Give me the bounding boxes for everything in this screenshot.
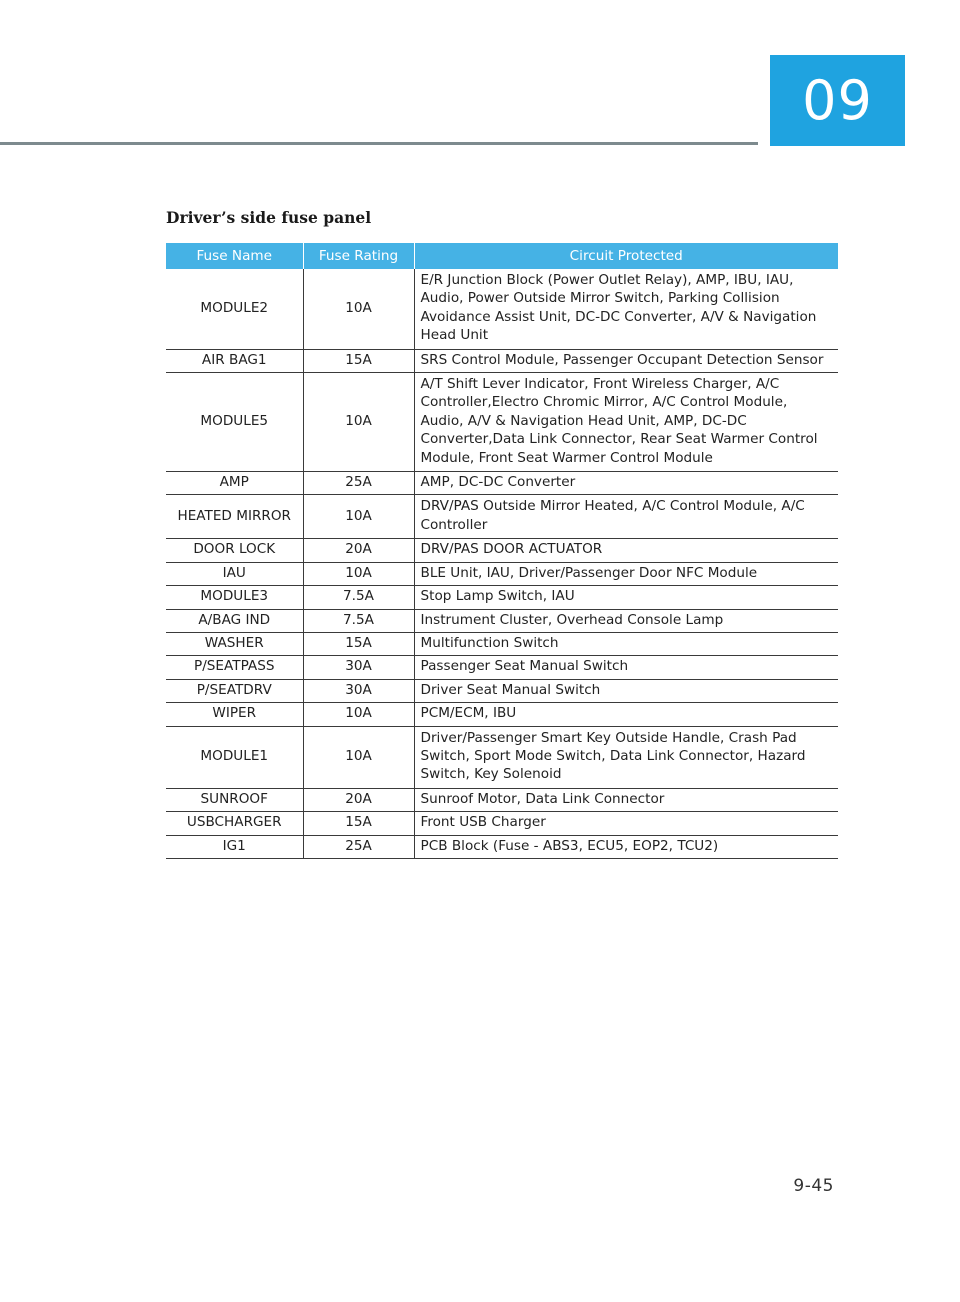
circuit-protected-cell: A/T Shift Lever Indicator, Front Wireless Charger, A/C Controller,Electro Chromic Mirror, A/C Control Module, Audio, A/V & Navigation Head Unit, AMP, DC-DC Converter,Data Link Connector, Rear Seat Warmer Control Module, Front Seat Warmer Control Module: [414, 373, 838, 472]
fuse-rating-cell: 25A: [303, 835, 414, 858]
table-row: [166, 373, 838, 472]
fuse-name-cell: IG1: [166, 835, 303, 858]
table-row: [166, 586, 838, 609]
table-row: [166, 349, 838, 372]
fuse-rating-cell: 15A: [303, 349, 414, 372]
section-title: Driver’s side fuse panel: [166, 208, 372, 227]
fuse-name-cell: AMP: [166, 472, 303, 495]
header-fuse-rating: Fuse Rating: [303, 243, 414, 269]
fuse-name-cell: MODULE1: [166, 726, 303, 788]
table-row: [166, 835, 838, 858]
header-fuse-name: Fuse Name: [166, 243, 303, 269]
table-row: [166, 269, 838, 349]
fuse-rating-cell: 30A: [303, 679, 414, 702]
fuse-rating-cell: 7.5A: [303, 586, 414, 609]
fuse-table: [166, 243, 838, 859]
fuse-table-header: [166, 243, 838, 269]
fuse-name-cell: WIPER: [166, 703, 303, 726]
table-row: [166, 812, 838, 835]
circuit-protected-cell: Sunroof Motor, Data Link Connector: [414, 788, 838, 811]
table-row: [166, 632, 838, 655]
table-row: [166, 656, 838, 679]
table-row: [166, 562, 838, 585]
circuit-protected-cell: Driver/Passenger Smart Key Outside Handle, Crash Pad Switch, Sport Mode Switch, Data Link Connector, Hazard Switch, Key Solenoid: [414, 726, 838, 788]
table-row: [166, 539, 838, 562]
table-row: [166, 495, 838, 539]
fuse-name-cell: SUNROOF: [166, 788, 303, 811]
fuse-name-cell: MODULE3: [166, 586, 303, 609]
fuse-rating-cell: 20A: [303, 788, 414, 811]
table-row: [166, 703, 838, 726]
fuse-rating-cell: 7.5A: [303, 609, 414, 632]
fuse-rating-cell: 10A: [303, 269, 414, 349]
circuit-protected-cell: E/R Junction Block (Power Outlet Relay), AMP, IBU, IAU, Audio, Power Outside Mirror Switch, Parking Collision Avoidance Assist Unit, DC-DC Converter, A/V & Navigation Head Unit: [414, 269, 838, 349]
circuit-protected-cell: PCB Block (Fuse - ABS3, ECU5, EOP2, TCU2): [414, 835, 838, 858]
header-rule: [0, 142, 758, 145]
fuse-rating-cell: 10A: [303, 726, 414, 788]
chapter-tab: [770, 55, 905, 146]
fuse-name-cell: HEATED MIRROR: [166, 495, 303, 539]
fuse-rating-cell: 10A: [303, 495, 414, 539]
circuit-protected-cell: PCM/ECM, IBU: [414, 703, 838, 726]
fuse-name-cell: DOOR LOCK: [166, 539, 303, 562]
table-row: [166, 788, 838, 811]
circuit-protected-cell: BLE Unit, IAU, Driver/Passenger Door NFC Module: [414, 562, 838, 585]
circuit-protected-cell: Instrument Cluster, Overhead Console Lamp: [414, 609, 838, 632]
fuse-table-body: [166, 269, 838, 858]
circuit-protected-cell: DRV/PAS Outside Mirror Heated, A/C Control Module, A/C Controller: [414, 495, 838, 539]
table-row: [166, 679, 838, 702]
fuse-rating-cell: 10A: [303, 562, 414, 585]
circuit-protected-cell: Front USB Charger: [414, 812, 838, 835]
circuit-protected-cell: SRS Control Module, Passenger Occupant Detection Sensor: [414, 349, 838, 372]
circuit-protected-cell: Stop Lamp Switch, IAU: [414, 586, 838, 609]
circuit-protected-cell: Multifunction Switch: [414, 632, 838, 655]
fuse-rating-cell: 30A: [303, 656, 414, 679]
page-number: 9-45: [793, 1176, 834, 1196]
fuse-rating-cell: 20A: [303, 539, 414, 562]
fuse-rating-cell: 15A: [303, 632, 414, 655]
circuit-protected-cell: Passenger Seat Manual Switch: [414, 656, 838, 679]
fuse-rating-cell: 15A: [303, 812, 414, 835]
fuse-name-cell: USBCHARGER: [166, 812, 303, 835]
fuse-name-cell: WASHER: [166, 632, 303, 655]
fuse-name-cell: IAU: [166, 562, 303, 585]
fuse-rating-cell: 10A: [303, 703, 414, 726]
fuse-rating-cell: 10A: [303, 373, 414, 472]
chapter-number: 09: [802, 69, 873, 132]
table-row: [166, 726, 838, 788]
fuse-name-cell: MODULE5: [166, 373, 303, 472]
header-circuit-protected: Circuit Protected: [414, 243, 838, 269]
fuse-rating-cell: 25A: [303, 472, 414, 495]
fuse-name-cell: MODULE2: [166, 269, 303, 349]
fuse-name-cell: AIR BAG1: [166, 349, 303, 372]
table-header-row: [166, 243, 838, 269]
fuse-name-cell: P/SEATPASS: [166, 656, 303, 679]
circuit-protected-cell: AMP, DC-DC Converter: [414, 472, 838, 495]
circuit-protected-cell: DRV/PAS DOOR ACTUATOR: [414, 539, 838, 562]
circuit-protected-cell: Driver Seat Manual Switch: [414, 679, 838, 702]
fuse-name-cell: P/SEATDRV: [166, 679, 303, 702]
fuse-name-cell: A/BAG IND: [166, 609, 303, 632]
table-row: [166, 609, 838, 632]
table-row: [166, 472, 838, 495]
